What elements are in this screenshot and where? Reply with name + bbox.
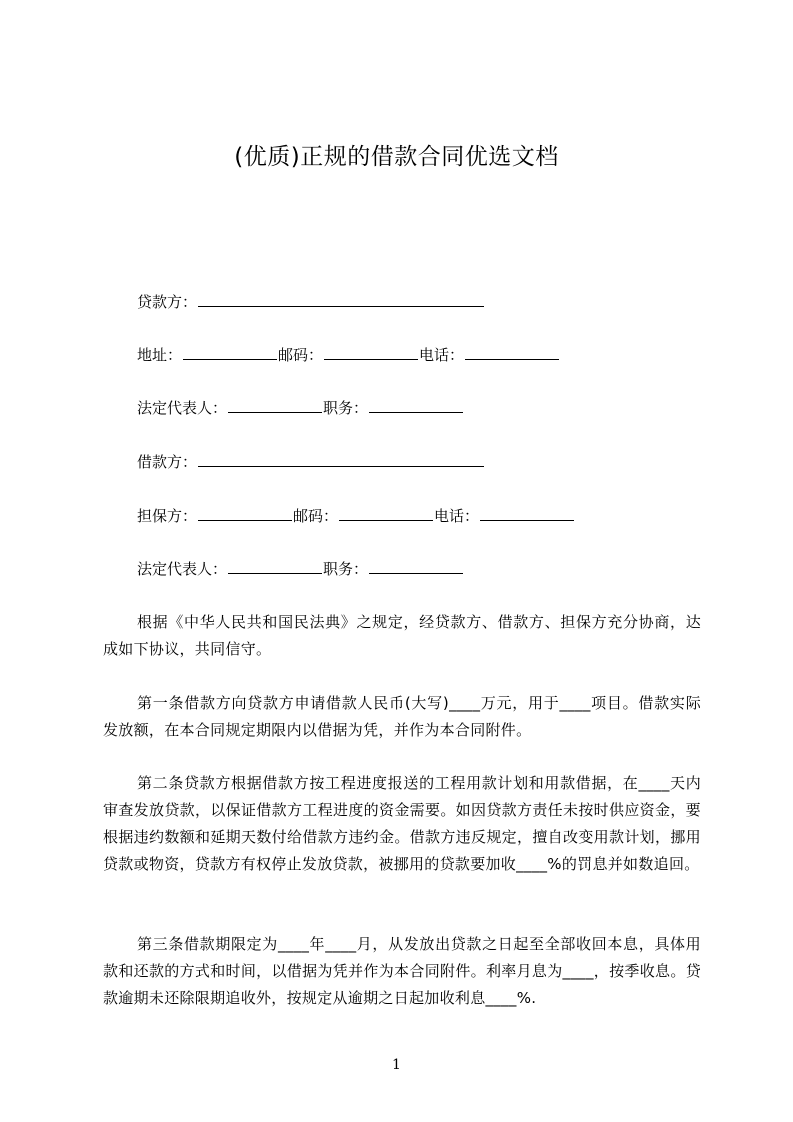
article-3-paragraph: 第三条借款期限定为____年____月，从发放出贷款之日起至全部收回本息，具体用款和还款的方式和时间，以借据为凭并作为本合同附件。利率月息为____，按季收息。贷款逾期未还除限期追收外，按规定从逾期之日起加收利息____%. [103,935,701,1007]
address-blank [183,344,277,360]
lender-blank [198,291,484,307]
guarantor-legal-rep-line [137,558,464,580]
legal-rep-blank-2 [228,558,322,574]
guarantor-label: 担保方： [137,507,198,525]
lender-label: 贷款方： [137,293,198,311]
document-title: (优质)正规的借款合同优选文档 [234,144,559,170]
postcode-label: 邮码： [278,346,324,364]
legal-rep-blank [228,397,322,413]
borrower-line [137,451,485,473]
phone-blank [465,344,559,360]
position-label-2: 职务： [323,560,369,578]
legal-rep-label-2: 法定代表人： [137,560,228,578]
guarantor-postcode-label: 邮码： [293,507,339,525]
address-label: 地址： [137,346,183,364]
guarantor-line [137,505,575,527]
borrower-label: 借款方： [137,453,198,471]
legal-rep-label: 法定代表人： [137,399,228,417]
position-blank-2 [369,558,463,574]
guarantor-phone-blank [480,505,574,521]
article-1-paragraph: 第一条借款方向贷款方申请借款人民币(大写)____万元，用于____项目。借款实际发放额，在本合同规定期限内以借据为凭，并作为本合同附件。 [103,694,701,739]
lender-legal-rep-line [137,397,464,419]
borrower-blank [198,451,484,467]
preamble-paragraph: 根据《中华人民共和国民法典》之规定，经贷款方、借款方、担保方充分协商，达成如下协议，共同信守。 [103,613,701,658]
guarantor-blank [198,505,292,521]
page-number: 1 [392,1057,401,1073]
phone-label: 电话： [419,346,465,364]
lender-line [137,291,485,313]
article-2-paragraph: 第二条贷款方根据借款方按工程进度报送的工程用款计划和用款借据，在____天内审查发放贷款，以保证借款方工程进度的资金需要。如因贷款方责任未按时供应资金，要根据违约数额和延期天数付给借款方违约金。借款方违反规定，擅自改变用款计划，挪用贷款或物资，贷款方有权停止发放贷款，被挪用的贷款要加收____%的罚息并如数追回。 [103,774,701,873]
guarantor-phone-label: 电话： [434,507,480,525]
address-line [137,344,560,366]
guarantor-postcode-blank [339,505,433,521]
position-blank [369,397,463,413]
position-label: 职务： [323,399,369,417]
postcode-blank [324,344,418,360]
